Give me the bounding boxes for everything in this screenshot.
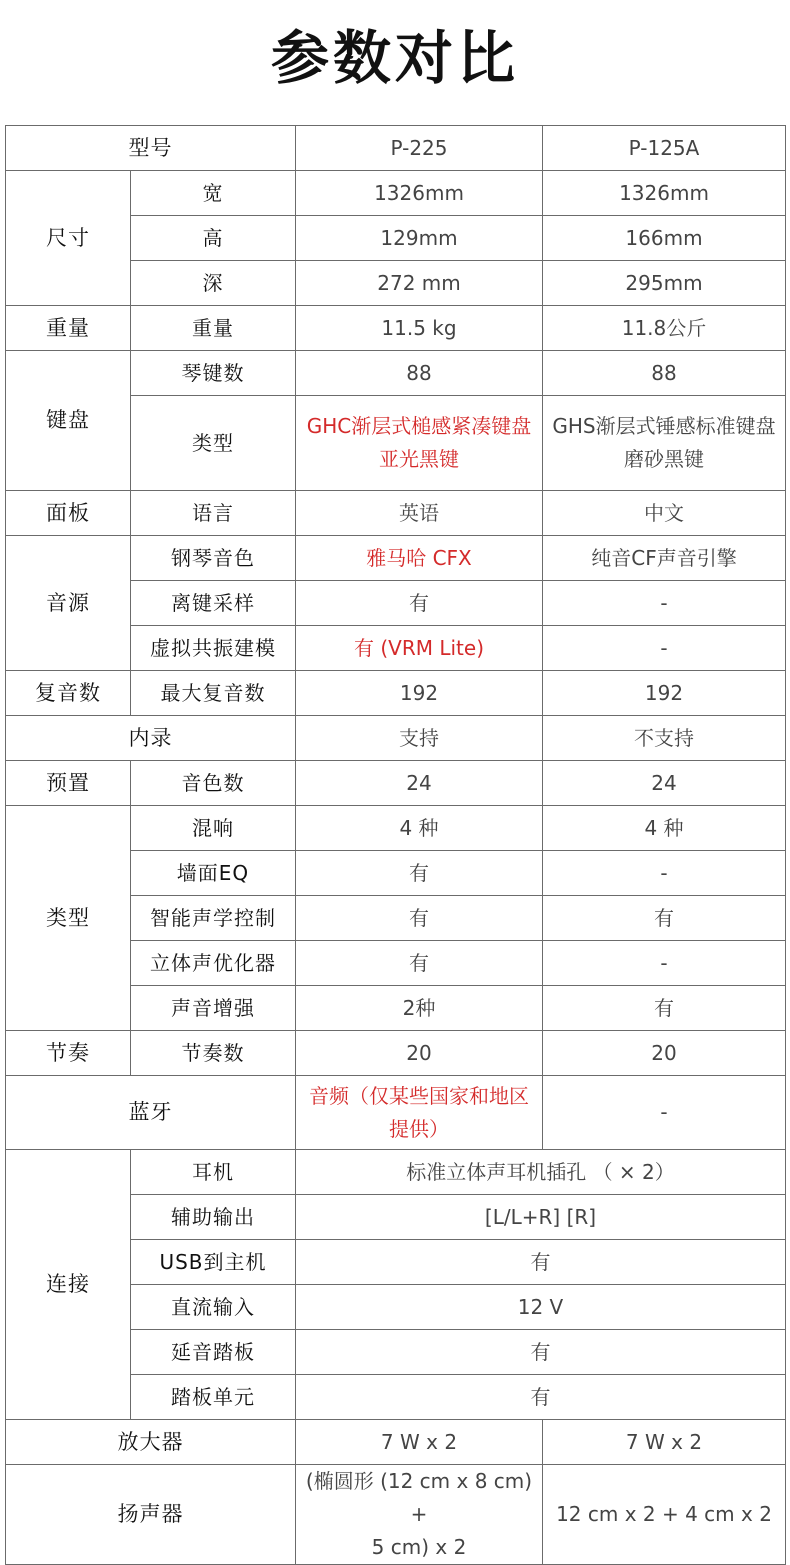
- piano-sound-label: 钢琴音色: [131, 536, 296, 581]
- weight-category: 重量: [6, 306, 131, 351]
- headphone-value: 标准立体声耳机插孔 （ × 2）: [296, 1150, 786, 1195]
- stereo-p125a: -: [543, 941, 786, 986]
- keyboard-category: 键盘: [6, 351, 131, 491]
- stereo-p225: 有: [296, 941, 543, 986]
- keyboard-type-p125a-line2: 磨砂黑键: [624, 447, 704, 471]
- pedal-unit-value: 有: [296, 1375, 786, 1420]
- weight-p225: 11.5 kg: [296, 306, 543, 351]
- vrm-label: 虚拟共振建模: [131, 626, 296, 671]
- usb-label: USB到主机: [131, 1240, 296, 1285]
- walleq-p125a: -: [543, 851, 786, 896]
- aux-value: [L/L+R] [R]: [296, 1195, 786, 1240]
- rhythm-count-label: 节奏数: [131, 1031, 296, 1076]
- language-p225: 英语: [296, 491, 543, 536]
- keyoff-p225: 有: [296, 581, 543, 626]
- speaker-p225-line1: (椭圆形 (12 cm x 8 cm) +: [305, 1469, 533, 1526]
- pedal-unit-label: 踏板单元: [131, 1375, 296, 1420]
- table-row: [6, 536, 786, 581]
- voices-label: 音色数: [131, 761, 296, 806]
- preset-category: 预置: [6, 761, 131, 806]
- walleq-label: 墙面EQ: [131, 851, 296, 896]
- height-label: 高: [131, 216, 296, 261]
- table-row: [6, 716, 786, 761]
- speaker-p225-line2: 5 cm) x 2: [371, 1535, 467, 1559]
- table-row: [6, 491, 786, 536]
- keyboard-type-p225-line1: GHC渐层式槌感紧凑键盘: [306, 414, 532, 438]
- language-p125a: 中文: [543, 491, 786, 536]
- max-polyphony-label: 最大复音数: [131, 671, 296, 716]
- enhancer-p125a: 有: [543, 986, 786, 1031]
- width-p225: 1326mm: [296, 171, 543, 216]
- bluetooth-p225: [296, 1076, 543, 1150]
- keys-p125a: 88: [543, 351, 786, 396]
- table-row: [6, 306, 786, 351]
- weight-p125a: 11.8公斤: [543, 306, 786, 351]
- speaker-category: 扬声器: [6, 1465, 296, 1565]
- enhancer-label: 声音增强: [131, 986, 296, 1031]
- keyoff-label: 离键采样: [131, 581, 296, 626]
- usb-value: 有: [296, 1240, 786, 1285]
- rhythm-p125a: 20: [543, 1031, 786, 1076]
- amplifier-category: 放大器: [6, 1420, 296, 1465]
- p225-header: P-225: [296, 126, 543, 171]
- table-row: [6, 1031, 786, 1076]
- table-row: [6, 1465, 786, 1565]
- p125a-header: P-125A: [543, 126, 786, 171]
- table-header-row: [6, 126, 786, 171]
- keyboard-type-label: 类型: [131, 396, 296, 491]
- keys-p225: 88: [296, 351, 543, 396]
- keyboard-type-p225: [296, 396, 543, 491]
- bluetooth-category: 蓝牙: [6, 1076, 296, 1150]
- keyoff-p125a: -: [543, 581, 786, 626]
- depth-p225: 272 mm: [296, 261, 543, 306]
- reverb-p125a: 4 种: [543, 806, 786, 851]
- stereo-label: 立体声优化器: [131, 941, 296, 986]
- headphone-label: 耳机: [131, 1150, 296, 1195]
- rhythm-category: 节奏: [6, 1031, 131, 1076]
- enhancer-p225: 2种: [296, 986, 543, 1031]
- size-category: 尺寸: [6, 171, 131, 306]
- table-row: [6, 806, 786, 851]
- table-row: [6, 761, 786, 806]
- recording-p125a: 不支持: [543, 716, 786, 761]
- width-p125a: 1326mm: [543, 171, 786, 216]
- keys-label: 琴键数: [131, 351, 296, 396]
- keyboard-type-p225-line2: 亚光黑键: [379, 447, 459, 471]
- table-row: [6, 1420, 786, 1465]
- walleq-p225: 有: [296, 851, 543, 896]
- table-row: [6, 671, 786, 716]
- bluetooth-p225-line1: 音频（仅某些国家和地区: [309, 1083, 529, 1108]
- source-category: 音源: [6, 536, 131, 671]
- piano-sound-p125a: 纯音CF声音引擎: [543, 536, 786, 581]
- voices-p225: 24: [296, 761, 543, 806]
- polyphony-p225: 192: [296, 671, 543, 716]
- effects-category: 类型: [6, 806, 131, 1031]
- table-row: [6, 171, 786, 216]
- reverb-p225: 4 种: [296, 806, 543, 851]
- spec-comparison-table: [5, 125, 786, 1565]
- keyboard-type-p125a: [543, 396, 786, 491]
- vrm-p125a: -: [543, 626, 786, 671]
- connect-category: 连接: [6, 1150, 131, 1420]
- iac-p125a: 有: [543, 896, 786, 941]
- dc-value: 12 V: [296, 1285, 786, 1330]
- weight-label: 重量: [131, 306, 296, 351]
- panel-category: 面板: [6, 491, 131, 536]
- language-label: 语言: [131, 491, 296, 536]
- keyboard-type-p125a-line1: GHS渐层式锤感标准键盘: [552, 414, 776, 438]
- width-label: 宽: [131, 171, 296, 216]
- recording-category: 内录: [6, 716, 296, 761]
- sustain-label: 延音踏板: [131, 1330, 296, 1375]
- vrm-p225: 有 (VRM Lite): [296, 626, 543, 671]
- bluetooth-p225-line2: 提供）: [389, 1116, 449, 1141]
- table-row: [6, 1150, 786, 1195]
- speaker-p125a: 12 cm x 2 + 4 cm x 2: [543, 1465, 786, 1565]
- recording-p225: 支持: [296, 716, 543, 761]
- iac-p225: 有: [296, 896, 543, 941]
- height-p225: 129mm: [296, 216, 543, 261]
- depth-p125a: 295mm: [543, 261, 786, 306]
- polyphony-p125a: 192: [543, 671, 786, 716]
- voices-p125a: 24: [543, 761, 786, 806]
- table-row: [6, 351, 786, 396]
- table-row: [6, 1076, 786, 1150]
- amplifier-p125a: 7 W x 2: [543, 1420, 786, 1465]
- polyphony-category: 复音数: [6, 671, 131, 716]
- bluetooth-p125a: -: [543, 1076, 786, 1150]
- sustain-value: 有: [296, 1330, 786, 1375]
- amplifier-p225: 7 W x 2: [296, 1420, 543, 1465]
- depth-label: 深: [131, 261, 296, 306]
- dc-label: 直流输入: [131, 1285, 296, 1330]
- aux-label: 辅助输出: [131, 1195, 296, 1240]
- height-p125a: 166mm: [543, 216, 786, 261]
- model-header: 型号: [6, 126, 296, 171]
- speaker-p225: [296, 1465, 543, 1565]
- piano-sound-p225: 雅马哈 CFX: [296, 536, 543, 581]
- iac-label: 智能声学控制: [131, 896, 296, 941]
- page-title: 参数对比: [270, 24, 519, 92]
- rhythm-p225: 20: [296, 1031, 543, 1076]
- reverb-label: 混响: [131, 806, 296, 851]
